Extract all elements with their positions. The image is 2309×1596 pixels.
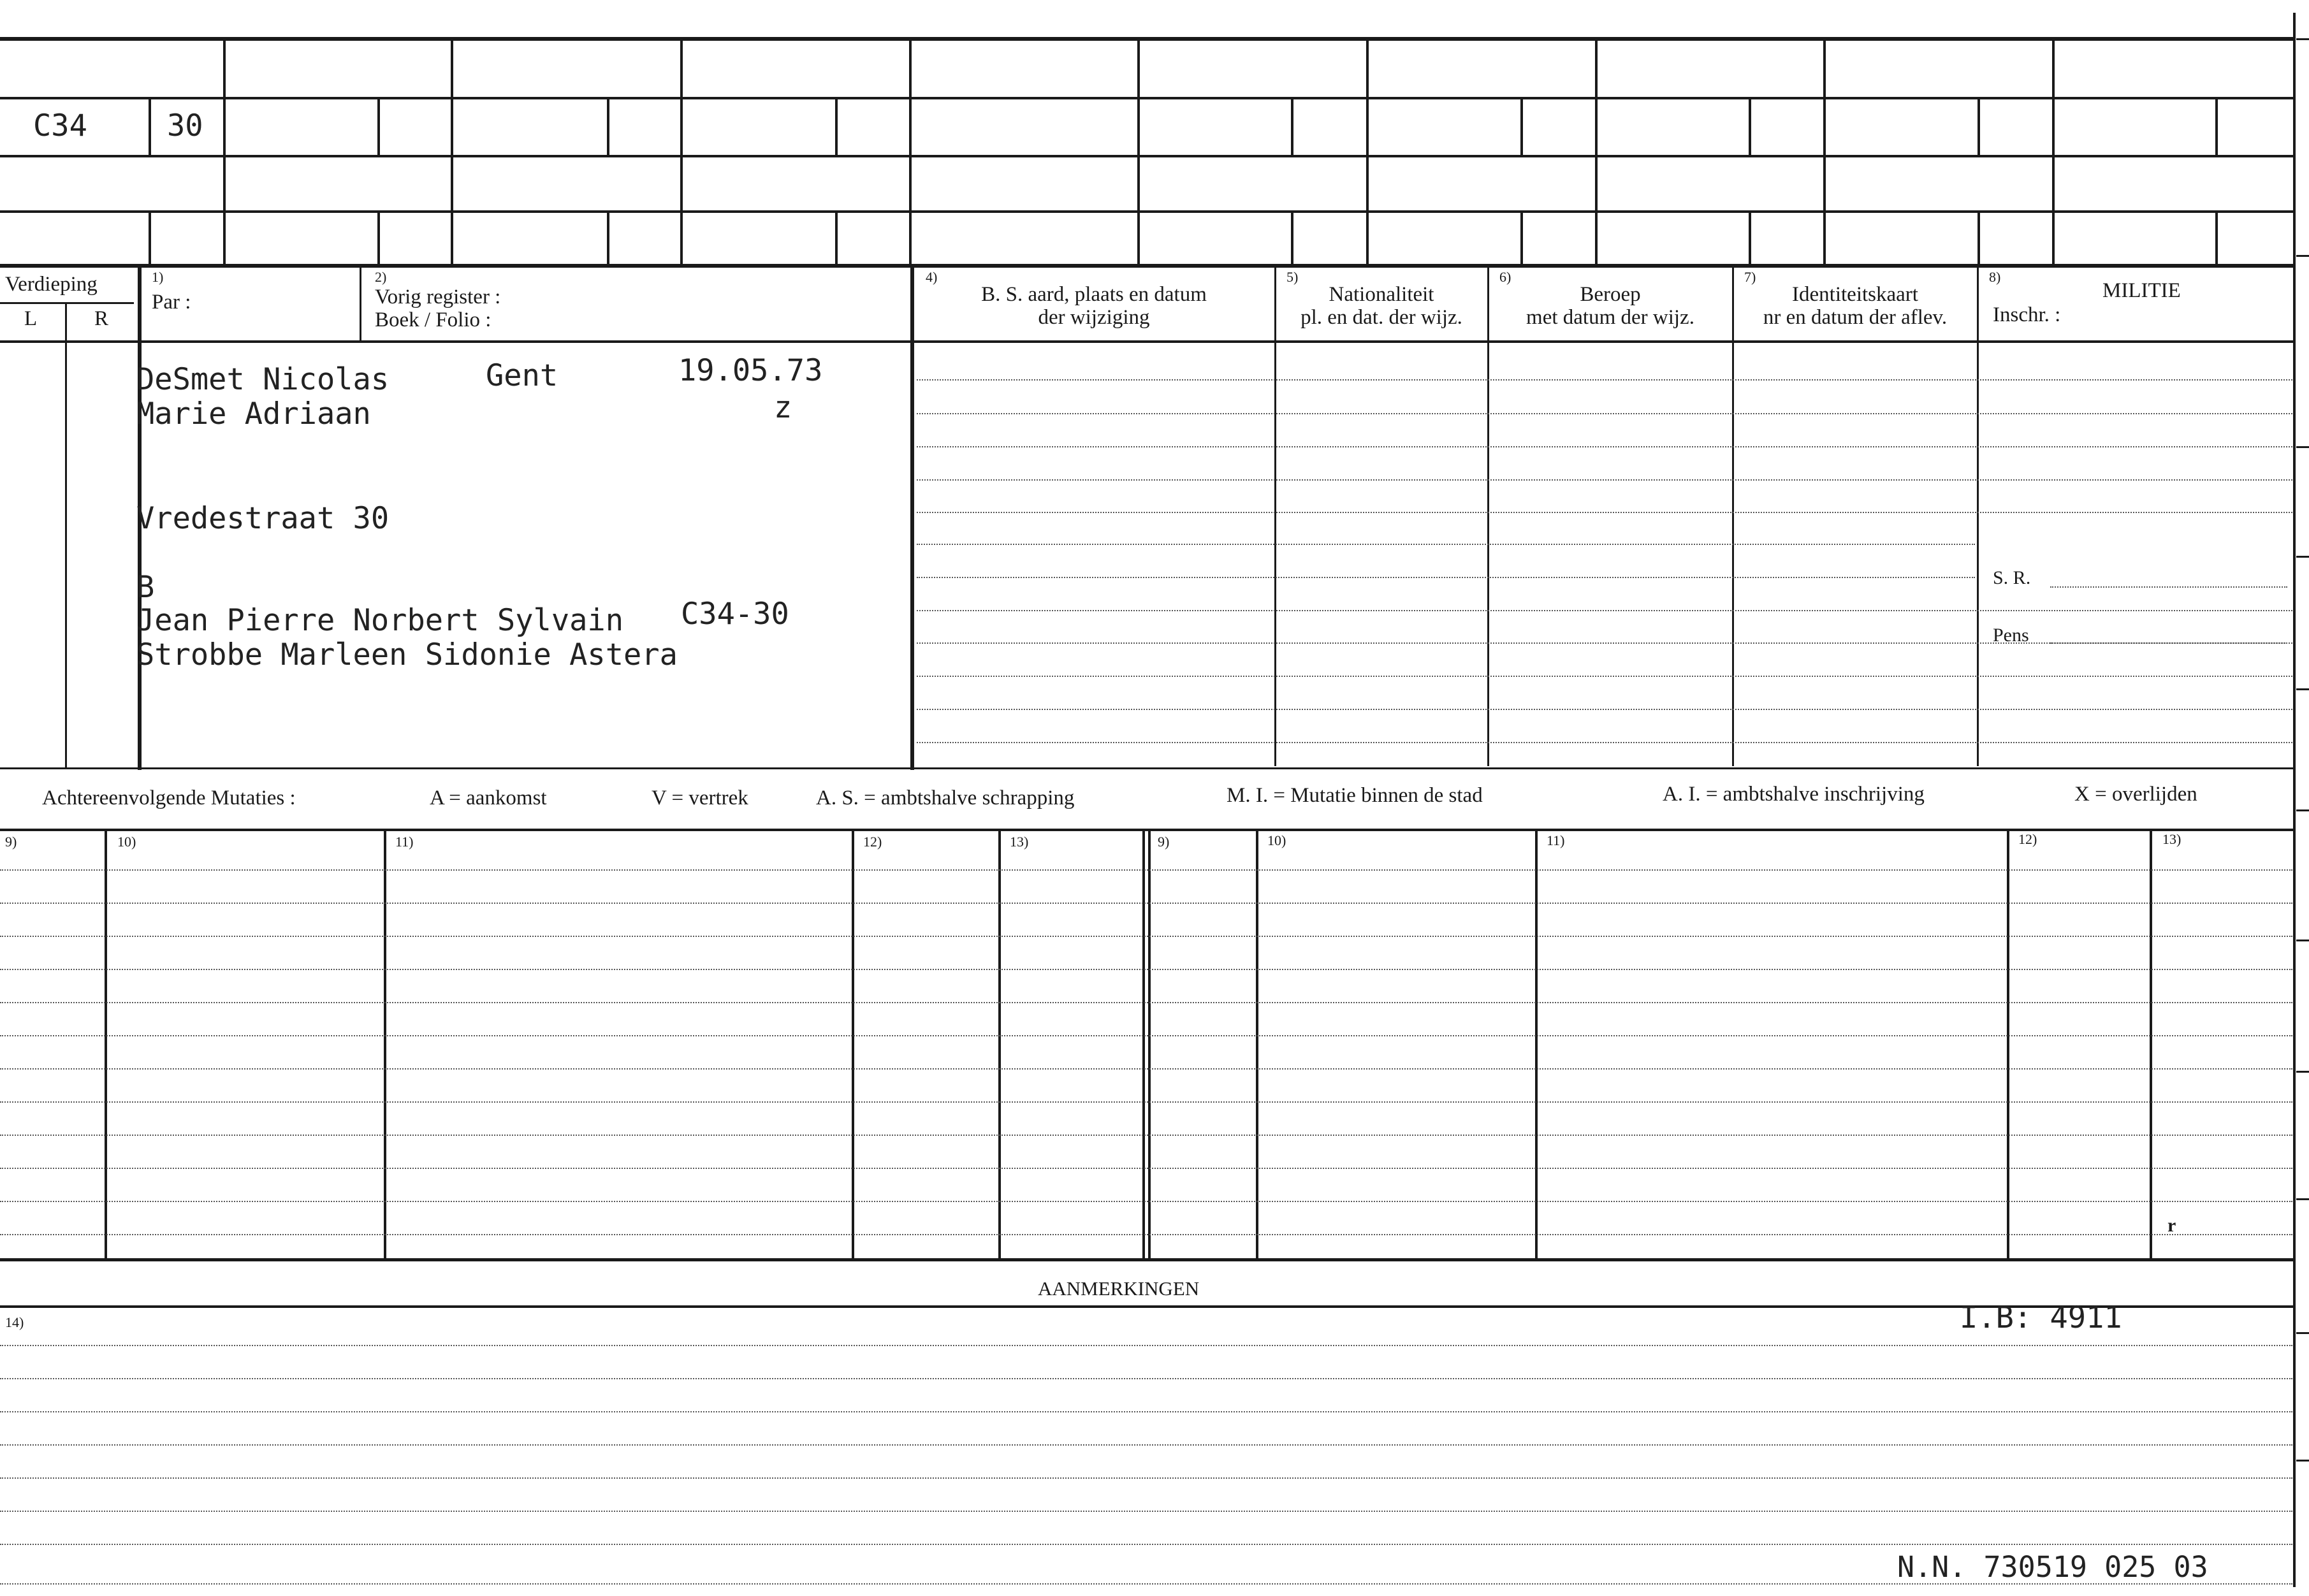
legend-aankomst: A = aankomst — [430, 787, 547, 809]
col2-number: 2) — [375, 269, 387, 285]
nationaliteit-line1: Nationaliteit — [1329, 283, 1434, 306]
mut-right-col13: 13) — [2162, 831, 2182, 847]
remarks-title: AANMERKINGEN — [1038, 1277, 1200, 1300]
legend-inschrijving: A. I. = ambtshalve inschrijving — [1663, 783, 1925, 806]
tick-mark: r — [2167, 1215, 2176, 1236]
legend-overlijden: X = overlijden — [2074, 783, 2197, 806]
legend-schrapping: A. S. = ambtshalve schrapping — [816, 787, 1075, 809]
partner-line2: Strobbe Marleen Sidonie Astera — [136, 637, 678, 672]
pens-label: Pens — [1993, 625, 2029, 646]
identiteitskaart-line2: nr en datum der aflev. — [1763, 306, 1948, 329]
register-reference: C34-30 — [681, 597, 789, 632]
mut-right-col9: 9) — [1158, 834, 1170, 850]
national-number: N.N. 730519 025 03 — [1897, 1550, 2208, 1584]
remarks-number: 14) — [5, 1314, 24, 1330]
bs-header-line1: B. S. aard, plaats en datum — [981, 283, 1207, 306]
person-name-line2: Marie Adriaan — [136, 396, 371, 432]
identiteitskaart-line1: Identiteitskaart — [1792, 283, 1918, 306]
boek-folio-label: Boek / Folio : — [375, 308, 492, 331]
inschr-label: Inschr. : — [1993, 303, 2061, 326]
vorig-register-label: Vorig register : — [375, 286, 501, 308]
person-name-line1: DeSmet Nicolas — [136, 362, 390, 397]
birthdate: 19.05.73 — [678, 353, 823, 388]
house-number: 30 — [167, 108, 203, 143]
verdieping-label: Verdieping — [5, 273, 98, 296]
mut-right-col11: 11) — [1547, 832, 1565, 848]
col1-number: 1) — [152, 269, 164, 285]
beroep-line2: met datum der wijz. — [1526, 306, 1694, 329]
beroep-line1: Beroep — [1580, 283, 1641, 306]
col5-number: 5) — [1286, 269, 1299, 285]
mut-left-col9: 9) — [5, 834, 17, 850]
mut-left-col11: 11) — [395, 834, 414, 850]
sr-label: S. R. — [1993, 567, 2031, 588]
legend-title: Achtereenvolgende Mutaties : — [42, 787, 296, 809]
col8-number: 8) — [1989, 269, 2001, 285]
left-label: L — [24, 307, 38, 330]
civil-status: B — [136, 570, 155, 605]
nationaliteit-line2: pl. en dat. der wijz. — [1300, 306, 1462, 329]
col6-number: 6) — [1499, 269, 1511, 285]
bs-header-line2: der wijziging — [1038, 306, 1150, 329]
sex-mark: z — [774, 390, 792, 425]
mut-left-col12: 12) — [863, 834, 882, 850]
ib-number: I.B: 4911 — [1960, 1300, 2122, 1335]
address: Vredestraat 30 — [136, 501, 390, 536]
birthplace: Gent — [486, 358, 558, 393]
partner-line1: Jean Pierre Norbert Sylvain — [136, 603, 624, 638]
building-code: C34 — [33, 108, 87, 143]
mut-left-col10: 10) — [117, 834, 136, 850]
legend-vertrek: V = vertrek — [652, 787, 748, 809]
mut-right-col12: 12) — [2018, 831, 2037, 847]
mut-right-col10: 10) — [1267, 832, 1286, 848]
col7-number: 7) — [1744, 269, 1756, 285]
legend-mutatie: M. I. = Mutatie binnen de stad — [1227, 784, 1483, 807]
col4-number: 4) — [926, 269, 938, 285]
right-label: R — [94, 307, 109, 330]
militie-title: MILITIE — [2102, 279, 2181, 302]
par-label: Par : — [152, 291, 191, 314]
mut-left-col13: 13) — [1010, 834, 1029, 850]
